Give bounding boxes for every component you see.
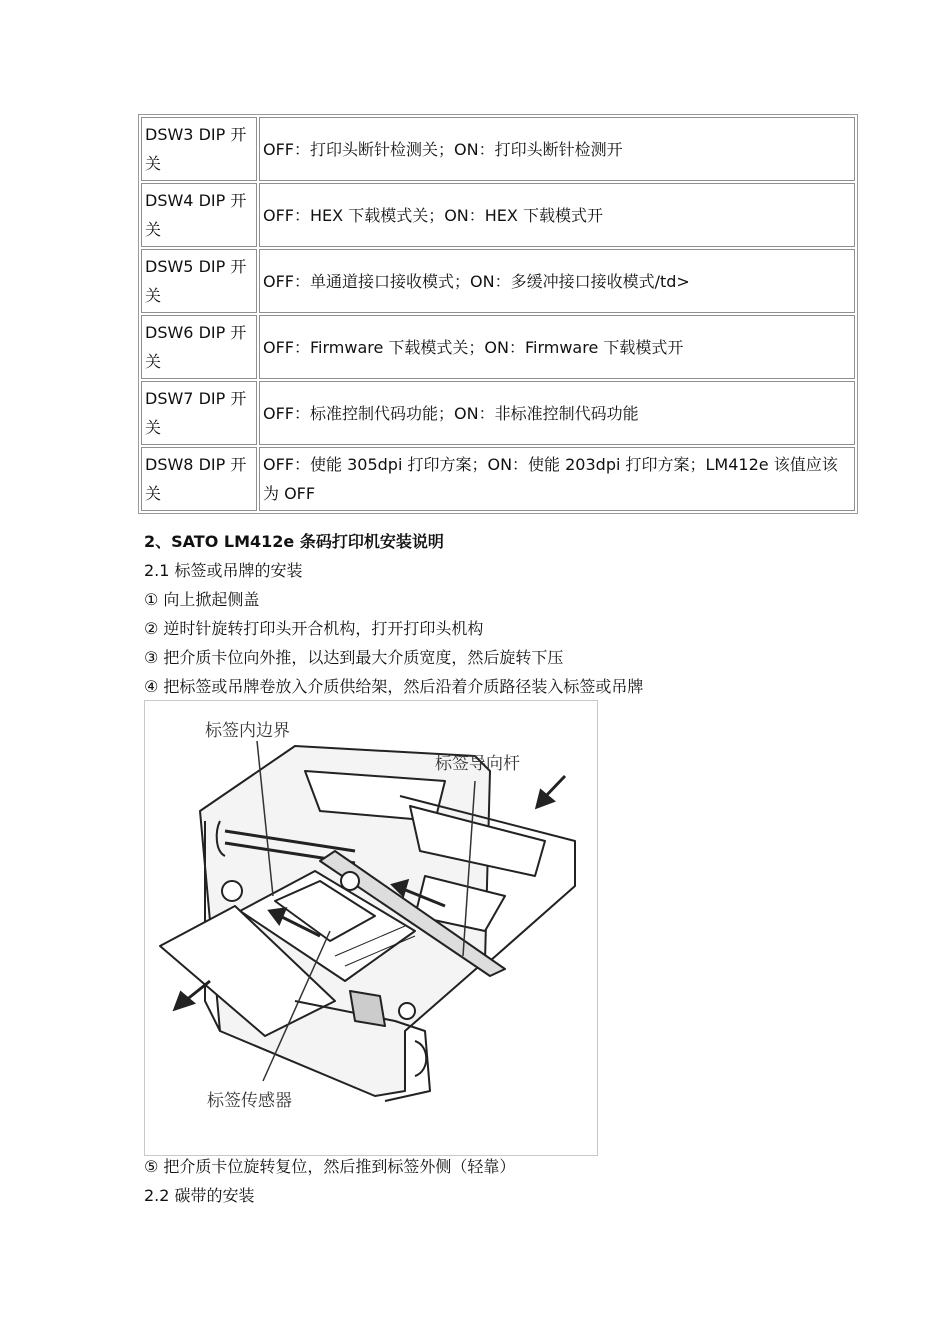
step-item: ⑤ 把介质卡位旋转复位，然后推到标签外侧（轻靠） bbox=[144, 1157, 516, 1176]
printer-line-drawing bbox=[145, 701, 597, 1155]
switch-description: OFF：打印头断针检测关；ON：打印头断针检测开 bbox=[259, 117, 855, 181]
table-row bbox=[141, 183, 855, 247]
label-guide-bar-caption: 标签导向杆 bbox=[435, 754, 520, 774]
table-row bbox=[141, 447, 855, 511]
step-item: ① 向上掀起侧盖 bbox=[144, 590, 260, 609]
table-row bbox=[141, 117, 855, 181]
switch-name: DSW4 DIP 开关 bbox=[141, 183, 257, 247]
switch-name: DSW7 DIP 开关 bbox=[141, 381, 257, 445]
table-row bbox=[141, 381, 855, 445]
section-heading: 2、SATO LM412e 条码打印机安装说明 bbox=[144, 532, 444, 551]
subsection-title: 2.2 碳带的安装 bbox=[144, 1186, 255, 1205]
step-item: ④ 把标签或吊牌卷放入介质供给架，然后沿着介质路径装入标签或吊牌 bbox=[144, 677, 644, 696]
switch-description: OFF：标准控制代码功能；ON：非标准控制代码功能 bbox=[259, 381, 855, 445]
subsection-title: 2.1 标签或吊牌的安装 bbox=[144, 561, 303, 580]
switch-name: DSW6 DIP 开关 bbox=[141, 315, 257, 379]
label-inner-edge-caption: 标签内边界 bbox=[205, 721, 290, 741]
label-sensor-caption: 标签传感器 bbox=[207, 1091, 292, 1111]
switch-name: DSW5 DIP 开关 bbox=[141, 249, 257, 313]
table-row bbox=[141, 315, 855, 379]
switch-description: OFF：HEX 下载模式关；ON：HEX 下载模式开 bbox=[259, 183, 855, 247]
switch-name: DSW3 DIP 开关 bbox=[141, 117, 257, 181]
step-item: ③ 把介质卡位向外推，以达到最大介质宽度，然后旋转下压 bbox=[144, 648, 564, 667]
table-row bbox=[141, 249, 855, 313]
switch-description: OFF：单通道接口接收模式；ON：多缓冲接口接收模式/td> bbox=[259, 249, 855, 313]
step-item: ② 逆时针旋转打印头开合机构，打开打印头机构 bbox=[144, 619, 484, 638]
switch-name: DSW8 DIP 开关 bbox=[141, 447, 257, 511]
dip-switch-table bbox=[138, 114, 858, 514]
switch-description: OFF：Firmware 下载模式关；ON：Firmware 下载模式开 bbox=[259, 315, 855, 379]
label-installation-diagram bbox=[144, 700, 598, 1156]
switch-description: OFF：使能 305dpi 打印方案；ON：使能 203dpi 打印方案；LM412e 该值应该为 OFF bbox=[259, 447, 855, 511]
